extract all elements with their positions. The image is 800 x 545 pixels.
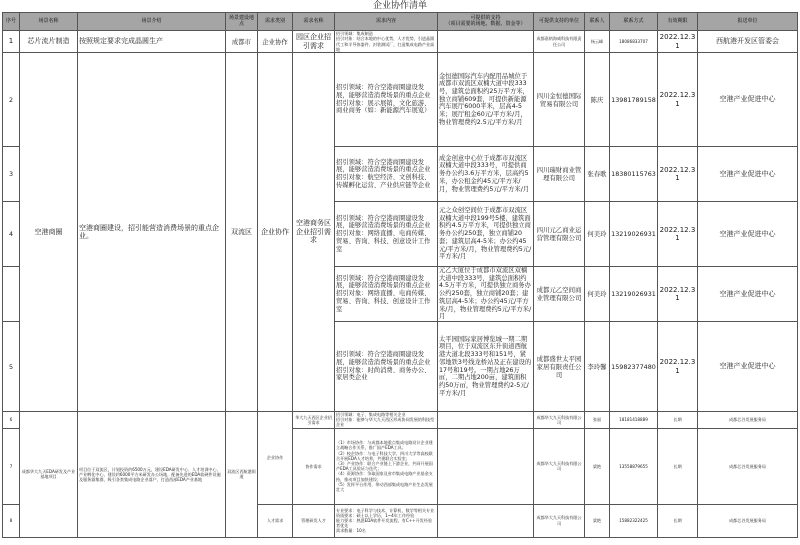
header-support: 可提供的支持 （项目需要的场地、数据、资金等） bbox=[438, 13, 534, 31]
cell-demand-content: 招引领域：符合空港商圈建设发展，能够营造消费场景的重点企业 招引对象：航空经济、文创科技、传媒孵化运营、产业供应链等企业 bbox=[335, 147, 438, 202]
header-seq: 序号 bbox=[3, 13, 20, 31]
cell-demand-content: 招引领域：符合空港商圈建设发展，能够营造消费场景的重点企业 招引对象：时尚消费、商务办公、家居类企业 bbox=[335, 322, 438, 412]
cell-demand-content: 招引领域：电子、集成电路等相关企业 招引对象：能够与华大九天西区形成协同发展的科技型企业 bbox=[335, 412, 438, 429]
cell-demand-name: 空港商务区企业招引需求 bbox=[293, 53, 335, 412]
cell-support: 太平园国际家居博览城一期二期项目，位于双流区东升街道西航港大道北段333号和151号，紧邻地铁3号线龙桥站及正在建设的17号和19号。一期占地26万㎡，二期占地200亩，建筑面积约50万㎡，物业管理费约2-5元/平方米/月 bbox=[438, 322, 534, 412]
cell-contact: 何美玲 bbox=[585, 267, 610, 322]
header-demand-content: 需求内容 bbox=[335, 13, 438, 31]
cell-reporter: 空港产业促进中心 bbox=[698, 147, 798, 202]
header-phone: 联系方式 bbox=[610, 13, 658, 31]
cell-demand-name: 管理研发人才 bbox=[293, 504, 335, 537]
header-reporter: 报送单位 bbox=[698, 13, 798, 31]
cell-support bbox=[438, 504, 534, 537]
cell-valid: 2022.12.31 bbox=[658, 322, 698, 412]
cell-valid: 长期 bbox=[658, 412, 698, 429]
header-scene: 场景名称 bbox=[20, 13, 78, 31]
cell-demand-content: 招引领域：符合空港商圈建设发展，能够营造消费场景的重点企业 招引对象：网络直播、电商传媒、贸易、咨询、科技、创意设计工作室 bbox=[335, 202, 438, 267]
cell-valid: 2022.12.31 bbox=[658, 147, 698, 202]
cell-demand-name: 协作需求 bbox=[293, 428, 335, 504]
cell-reporter: 空港产业促进中心 bbox=[698, 322, 798, 412]
cell-seq bbox=[3, 267, 20, 322]
cell-support-unit: 成都华大九天科技有限公司 bbox=[534, 412, 585, 429]
cell-intro: 按照规定要求完成晶圆生产 bbox=[78, 31, 226, 53]
header-place: 场景建设地点 bbox=[226, 13, 258, 31]
cell-support: 元乙大厦位于成都市双流区双楠大道中段333号，建筑总面积约4.5万平方米，可提供独立商务办公约250套，独立商铺20套；建筑层高4-5米；办公约45元/平方米/月，物业管理费约5元/平方米/月 bbox=[438, 267, 534, 322]
cell-category: 人才需求 bbox=[258, 504, 293, 537]
table-row bbox=[3, 53, 798, 147]
cell-seq: 8 bbox=[3, 504, 20, 537]
table-header-row bbox=[3, 13, 798, 31]
cell-seq: 7 bbox=[3, 428, 20, 504]
cell-category: 企业协作 bbox=[258, 412, 293, 505]
cell-contact: 何美玲 bbox=[585, 202, 610, 267]
cell-valid: 长期 bbox=[658, 504, 698, 537]
cell-scene: 成都华大九天EDA研发及产业基地项目 bbox=[20, 412, 78, 538]
cell-support-unit: 四川元乙商业运营管理有限公司 bbox=[534, 202, 585, 267]
cell-valid: 2022.12.31 bbox=[658, 53, 698, 147]
cell-support bbox=[438, 428, 534, 504]
cell-demand-content: 招引领域：符合空港商圈建设发展，能够营造消费场景的重点企业 招引对象：网络直播、电商传媒、贸易、咨询、科技、创意设计工作室 bbox=[335, 267, 438, 322]
header-support-unit: 可提供支持的单位 bbox=[534, 13, 585, 31]
cell-category: 企业协作 bbox=[258, 31, 293, 53]
cell-phone: 18086833707 bbox=[610, 31, 658, 53]
cell-support-unit: 成都嘉纳海威科技有限责任公司 bbox=[534, 31, 585, 53]
cell-phone: 13558879655 bbox=[610, 428, 658, 504]
cell-phone: 18181418889 bbox=[610, 412, 658, 429]
cell-support: 金恒德国际汽车内配用品城位于成都市双流区双楠大道中段333号，建筑总面积约25万平方米，独立商铺609套，可提供新能源汽车展厅6000平米，层高4-5米；展厅租金60元/平方米/月，物业管理费约2.5元/平方米/月 bbox=[438, 53, 534, 147]
cell-demand-content: （1）市场协作：与成都本地重点集成电路设计企业建立战略合作关系，推广国产EDA工具； （2）校企协作：与电子科技大学、四川大学等高校联合开展EDA人才培养，共建联合实验室； （3）产业协作：联合产业链上下游企业，共同开展国产EDA工具验证与迭代； （4）资源协作：争取国家及省市集成电路产业基金支持，推动项目加快建设； （5）发挥平台作用，带动西部集成电路产业生态发展壮大 bbox=[335, 428, 438, 504]
cell-reporter: 空港产业促进中心 bbox=[698, 53, 798, 147]
cell-place: 双流区 bbox=[226, 53, 258, 412]
cell-seq: 4 bbox=[3, 202, 20, 267]
cell-intro: 项目位于双流区，计划投资约6500万元，建设EDA研发中心、人才培训中心、产业孵化中心，建设约6000平方米研发办公场地，配备先进的EDA软硬件设施及服务器集群，吸引各类集成电路企业落户，打造西部EDA产业基地 bbox=[78, 412, 226, 538]
cell-support: 成金创意中心位于成都市双流区双楠大道中段333号，可提供商务办公约3.6万平方米，层高约5米，办公租金约45元/平方米/月，物业管理费约5元/平方米/月 bbox=[438, 147, 534, 202]
cell-valid: 2022.12.31 bbox=[658, 267, 698, 322]
cell-contact: 李玲馨 bbox=[585, 322, 610, 412]
cell-phone: 18380115763 bbox=[610, 147, 658, 202]
cell-valid: 2022.12.31 bbox=[658, 31, 698, 53]
cell-category: 企业协作 bbox=[258, 53, 293, 412]
cell-seq: 6 bbox=[3, 412, 20, 429]
cell-valid: 2022.12.31 bbox=[658, 202, 698, 267]
cell-support-unit: 四川瑞财商业管理有限公司 bbox=[534, 147, 585, 202]
cell-support-unit: 成都华大九天科技有限公司 bbox=[534, 428, 585, 504]
table-row bbox=[3, 31, 798, 53]
cell-intro: 空港商圈建设，招引能营造消费场景的重点企业。 bbox=[78, 53, 226, 412]
cell-seq: 2 bbox=[3, 53, 20, 147]
cell-contact: 梁艳 bbox=[585, 428, 610, 504]
cell-demand-content: 专业要求：电子科学与技术、计算机、数学等相关专业 资质要求：硕士以上学历，1~4年工作经验 能力要求：熟悉EDA软件开发流程，有C++开发经验者优先 需求数量：10名 bbox=[335, 504, 438, 537]
cell-phone: 15982377480 bbox=[610, 322, 658, 412]
cell-contact: 张春歌 bbox=[585, 147, 610, 202]
header-category: 需求类别 bbox=[258, 13, 293, 31]
cell-support-unit: 四川金恒德国际贸易有限公司 bbox=[534, 53, 585, 147]
header-valid: 有效期限 bbox=[658, 13, 698, 31]
table-row bbox=[3, 412, 798, 429]
cell-reporter: 成都芯谷发展服务局 bbox=[698, 428, 798, 504]
cell-contact: 梁艳 bbox=[585, 504, 610, 537]
cell-scene: 芯片流片制造 bbox=[20, 31, 78, 53]
header-intro: 场景介绍 bbox=[78, 13, 226, 31]
header-demand-name: 需求名称 bbox=[293, 13, 335, 31]
cell-seq: 1 bbox=[3, 31, 20, 53]
cell-contact: 张丽 bbox=[585, 412, 610, 429]
cell-seq: 5 bbox=[3, 322, 20, 412]
cell-reporter: 成都芯谷发展服务局 bbox=[698, 412, 798, 429]
cell-reporter: 空港产业促进中心 bbox=[698, 267, 798, 322]
cell-support: 元之众创空间位于成都市双流区双楠大道中段199号5楼，建筑面积约4.5万平方米，可提供独立商务办公约250套，独立商铺20套；建筑层高4-5米；办公约45元/平方米/月，物业管理费约5元/平方米/月 bbox=[438, 202, 534, 267]
cell-scene: 空港商圈 bbox=[20, 53, 78, 412]
cell-demand-name: 园区企业招引需求 bbox=[293, 31, 335, 53]
cell-valid: 长期 bbox=[658, 428, 698, 504]
cell-support-unit: 成都华大九天科技有限公司 bbox=[534, 504, 585, 537]
cell-place: 双流区西航港街道 bbox=[226, 412, 258, 538]
cell-support-unit: 成都盛世太平园家居有限责任公司 bbox=[534, 322, 585, 412]
cell-reporter: 空港产业促进中心 bbox=[698, 202, 798, 267]
cell-seq: 3 bbox=[3, 147, 20, 202]
cell-demand-content: 招引领域：符合空港商圈建设发展，能够营造消费场景的重点企业 招引对象：展示展销、文化旅游、商业商务（如：新能源汽车展览） bbox=[335, 53, 438, 147]
cooperation-table bbox=[2, 12, 798, 538]
cell-support bbox=[438, 412, 534, 429]
cell-place: 成都市 bbox=[226, 31, 258, 53]
cell-phone: 13219026931 bbox=[610, 267, 658, 322]
cell-phone: 13981789158 bbox=[610, 53, 658, 147]
cell-support bbox=[438, 31, 534, 53]
cell-contact: 杨云峰 bbox=[585, 31, 610, 53]
cell-demand-name: 华大九天西区企业招引需求 bbox=[293, 412, 335, 429]
cell-contact: 陈庆 bbox=[585, 53, 610, 147]
page-title: 企业协作清单 bbox=[372, 1, 427, 11]
header-contact: 联系人 bbox=[585, 13, 610, 31]
cell-phone: 15882322425 bbox=[610, 504, 658, 537]
cell-reporter: 成都芯谷发展服务局 bbox=[698, 504, 798, 537]
cell-reporter: 西航港开发区管委会 bbox=[698, 31, 798, 53]
cell-support-unit: 成都元乙空间商业管理有限公司 bbox=[534, 267, 585, 322]
cell-demand-content: 招引领域：集成制造 招引对象：结合本地的中心优势，人才优势，引进晶圆代工和半导体器件、封装测试厂，打造集成电路产业高地 bbox=[335, 31, 438, 53]
cell-phone: 13219026931 bbox=[610, 202, 658, 267]
